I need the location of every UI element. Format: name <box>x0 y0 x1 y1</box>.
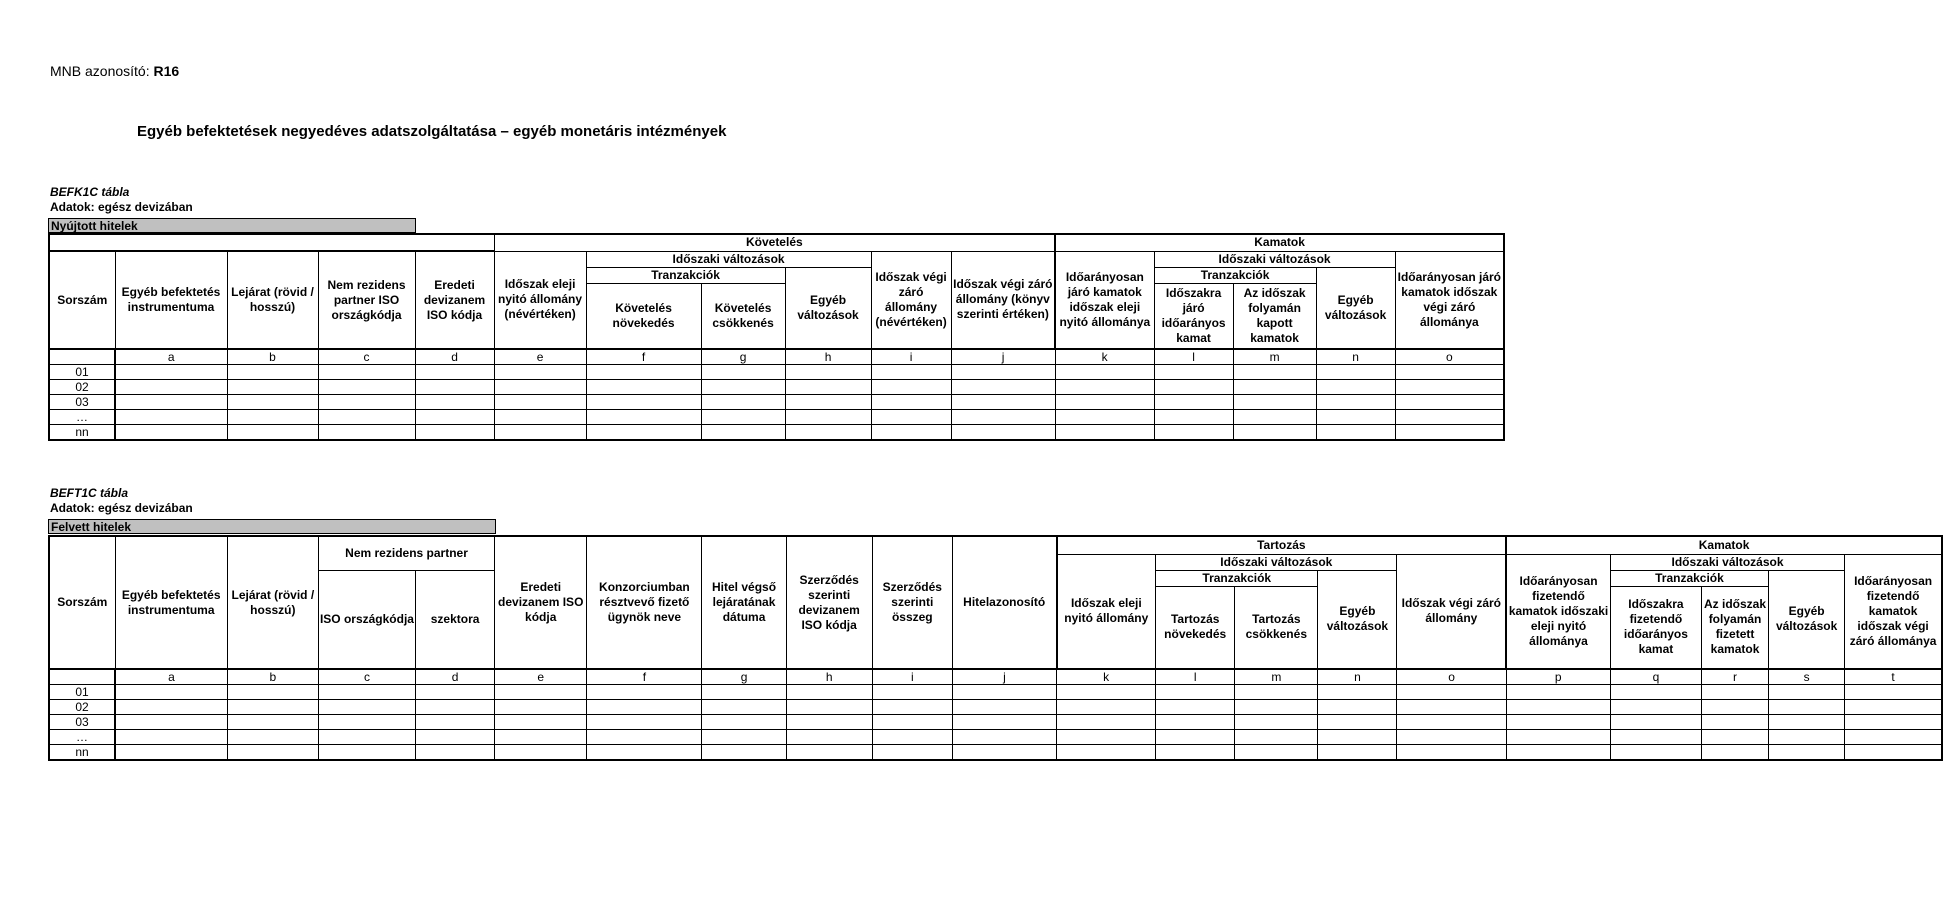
data-cell[interactable] <box>1701 685 1768 700</box>
data-cell[interactable] <box>1057 730 1156 745</box>
t2-letter-a: a <box>115 669 227 685</box>
data-cell[interactable] <box>872 730 952 745</box>
data-cell[interactable] <box>702 685 786 700</box>
t1-col-kamat-jaro: Időszakra járó időarányos kamat <box>1154 283 1233 349</box>
data-cell[interactable] <box>318 425 415 441</box>
data-cell[interactable] <box>951 395 1055 410</box>
t2-letter-d: d <box>416 669 495 685</box>
t1-letter-n: n <box>1316 349 1395 365</box>
data-cell[interactable] <box>586 425 701 441</box>
data-cell[interactable] <box>1156 715 1235 730</box>
data-cell[interactable] <box>1057 700 1156 715</box>
data-cell[interactable] <box>1845 685 1942 700</box>
data-cell[interactable] <box>586 395 701 410</box>
data-cell[interactable] <box>1057 745 1156 761</box>
t1-group-tranzakciok: Tranzakciók <box>586 267 785 283</box>
data-cell[interactable] <box>1397 700 1506 715</box>
t1-letter-b: b <box>227 349 318 365</box>
data-cell[interactable] <box>495 745 587 761</box>
data-cell[interactable] <box>318 745 415 761</box>
t2-letter-l: l <box>1156 669 1235 685</box>
t2-col-egyeb: Egyéb változások <box>1318 570 1397 669</box>
data-cell[interactable] <box>586 410 701 425</box>
data-cell[interactable] <box>227 425 318 441</box>
t2-letter-e: e <box>495 669 587 685</box>
t1-group-kamat-tranzakciok: Tranzakciók <box>1154 267 1316 283</box>
data-cell[interactable] <box>416 685 495 700</box>
t2-col-sorszam: Sorszám <box>49 536 115 669</box>
data-cell[interactable] <box>1233 380 1316 395</box>
data-cell[interactable] <box>416 745 495 761</box>
data-cell[interactable] <box>115 745 227 761</box>
t2-col-konzorcium: Konzorciumban résztvevő fizető ügynök neve <box>587 536 702 669</box>
row-number: 01 <box>49 685 115 700</box>
data-cell[interactable] <box>785 380 871 395</box>
data-cell[interactable] <box>318 715 415 730</box>
data-cell[interactable] <box>115 395 227 410</box>
table-row <box>49 700 1942 715</box>
data-cell[interactable] <box>494 395 586 410</box>
data-cell[interactable] <box>1395 365 1504 380</box>
data-cell[interactable] <box>701 425 785 441</box>
t1-col-novekedes: Követelés növekedés <box>586 283 701 349</box>
data-cell[interactable] <box>1057 685 1156 700</box>
data-cell[interactable] <box>415 410 494 425</box>
t2-letter-g: g <box>702 669 786 685</box>
data-cell[interactable] <box>1156 685 1235 700</box>
t1-col-kamat-kapott: Az időszak folyamán kapott kamatok <box>1233 283 1316 349</box>
data-cell[interactable] <box>1055 425 1154 441</box>
data-cell[interactable] <box>416 700 495 715</box>
data-cell[interactable] <box>786 685 872 700</box>
data-cell[interactable] <box>872 745 952 761</box>
t1-col-kamat-nyito: Időarányosan járó kamatok időszak eleji nyitó állománya <box>1055 251 1154 349</box>
row-number: 01 <box>49 365 115 380</box>
data-cell[interactable] <box>227 410 318 425</box>
t1-col-zaro-konyv: Időszak végi záró állomány (könyv szerinti értéken) <box>951 251 1055 349</box>
t2-col-kamat-nyito: Időarányosan fizetendő kamatok időszaki eleji nyitó állománya <box>1506 554 1610 669</box>
data-cell[interactable] <box>318 395 415 410</box>
table-row <box>49 365 1504 380</box>
data-cell[interactable] <box>1156 730 1235 745</box>
data-cell[interactable] <box>951 425 1055 441</box>
data-cell[interactable] <box>1397 745 1506 761</box>
data-cell[interactable] <box>952 700 1056 715</box>
data-cell[interactable] <box>227 730 318 745</box>
t1-letter-row <box>49 349 1504 365</box>
t1-letter-d: d <box>415 349 494 365</box>
t1-letter-m: m <box>1233 349 1316 365</box>
table1-section-bar: Nyújtott hitelek <box>48 218 416 233</box>
t2-col-zaro: Időszak végi záró állomány <box>1397 554 1506 669</box>
data-cell[interactable] <box>318 685 415 700</box>
data-cell[interactable] <box>1506 730 1610 745</box>
t1-letter-l: l <box>1154 349 1233 365</box>
data-cell[interactable] <box>318 410 415 425</box>
data-cell[interactable] <box>1318 715 1397 730</box>
data-cell[interactable] <box>115 700 227 715</box>
t2-col-szerz-osszeg: Szerződés szerinti összeg <box>872 536 952 669</box>
data-cell[interactable] <box>318 730 415 745</box>
data-cell[interactable] <box>1055 380 1154 395</box>
data-cell[interactable] <box>951 380 1055 395</box>
t2-group-kamatok: Kamatok <box>1506 536 1942 554</box>
data-cell[interactable] <box>227 395 318 410</box>
t1-col-instrumentum: Egyéb befektetés instrumentuma <box>115 251 227 349</box>
data-cell[interactable] <box>1154 410 1233 425</box>
t1-col-nyito: Időszak eleji nyitó állomány (névértéken) <box>494 251 586 349</box>
data-cell[interactable] <box>952 685 1056 700</box>
t1-col-kamat-egyeb: Egyéb változások <box>1316 267 1395 349</box>
data-cell[interactable] <box>1395 425 1504 441</box>
t2-letter-m: m <box>1235 669 1318 685</box>
t1-letter-j: j <box>951 349 1055 365</box>
t2-letter-f: f <box>587 669 702 685</box>
row-number: 02 <box>49 380 115 395</box>
t2-group-kamat-idoszaki: Időszaki változások <box>1610 554 1844 570</box>
table2-name: BEFT1C tábla <box>50 486 129 500</box>
data-cell[interactable] <box>1610 700 1701 715</box>
data-cell[interactable] <box>871 365 951 380</box>
t2-group-tranzakciok: Tranzakciók <box>1156 570 1318 586</box>
data-cell[interactable] <box>1769 715 1845 730</box>
table-row <box>49 410 1504 425</box>
data-cell[interactable] <box>701 365 785 380</box>
t1-col-csokkenes: Követelés csökkenés <box>701 283 785 349</box>
data-cell[interactable] <box>872 715 952 730</box>
t1-col-partner: Nem rezidens partner ISO országkódja <box>318 251 415 349</box>
data-cell[interactable] <box>1769 700 1845 715</box>
table2-section-bar: Felvett hitelek <box>48 519 496 534</box>
data-cell[interactable] <box>871 425 951 441</box>
mnb-identifier <box>50 63 179 79</box>
data-cell[interactable] <box>785 365 871 380</box>
t2-col-iso: ISO országkódja <box>318 570 415 669</box>
t1-letter-e: e <box>494 349 586 365</box>
table-row <box>49 745 1942 761</box>
t2-col-kamat-zaro: Időarányosan fizetendő kamatok időszak végi záró állománya <box>1845 554 1942 669</box>
t1-col-lejarat: Lejárat (rövid / hosszú) <box>227 251 318 349</box>
data-cell[interactable] <box>227 745 318 761</box>
data-cell[interactable] <box>1395 410 1504 425</box>
t1-letter-g: g <box>701 349 785 365</box>
table-row <box>49 380 1504 395</box>
t1-letter-i: i <box>871 349 951 365</box>
data-cell[interactable] <box>318 700 415 715</box>
t2-letter-blank <box>49 669 115 685</box>
data-cell[interactable] <box>495 730 587 745</box>
data-cell[interactable] <box>1701 730 1768 745</box>
mnb-id: R16 <box>153 63 180 79</box>
data-cell[interactable] <box>1318 730 1397 745</box>
t2-letter-r: r <box>1701 669 1768 685</box>
data-cell[interactable] <box>785 395 871 410</box>
data-cell[interactable] <box>1235 685 1318 700</box>
row-number: 03 <box>49 715 115 730</box>
data-cell[interactable] <box>416 715 495 730</box>
data-cell[interactable] <box>494 425 586 441</box>
mnb-label: MNB azonosító: <box>50 63 150 79</box>
data-cell[interactable] <box>227 380 318 395</box>
data-cell[interactable] <box>1318 745 1397 761</box>
data-cell[interactable] <box>495 700 587 715</box>
data-cell[interactable] <box>494 410 586 425</box>
data-cell[interactable] <box>1610 730 1701 745</box>
t1-group-idoszaki: Időszaki változások <box>586 251 871 267</box>
data-cell[interactable] <box>1233 410 1316 425</box>
data-cell[interactable] <box>1057 715 1156 730</box>
table1-heading <box>50 185 193 215</box>
row-number: … <box>49 410 115 425</box>
t2-col-szerz-deviza: Szerződés szerinti devizanem ISO kódja <box>786 536 872 669</box>
data-cell[interactable] <box>318 380 415 395</box>
table-row <box>49 395 1504 410</box>
data-cell[interactable] <box>1316 380 1395 395</box>
data-cell[interactable] <box>227 685 318 700</box>
data-cell[interactable] <box>1397 730 1506 745</box>
row-number: nn <box>49 745 115 761</box>
data-cell[interactable] <box>1154 380 1233 395</box>
data-cell[interactable] <box>952 745 1056 761</box>
data-cell[interactable] <box>1845 700 1942 715</box>
t2-col-kamat-egyeb: Egyéb változások <box>1769 570 1845 669</box>
data-cell[interactable] <box>1701 715 1768 730</box>
data-cell[interactable] <box>318 365 415 380</box>
t2-col-kamat-fizetendo: Időszakra fizetendő időarányos kamat <box>1610 586 1701 669</box>
t1-col-sorszam: Sorszám <box>49 251 115 349</box>
data-cell[interactable] <box>786 745 872 761</box>
t1-letter-c: c <box>318 349 415 365</box>
data-cell[interactable] <box>1397 715 1506 730</box>
data-cell[interactable] <box>785 425 871 441</box>
data-cell[interactable] <box>1235 730 1318 745</box>
table-row <box>49 715 1942 730</box>
data-cell[interactable] <box>1154 365 1233 380</box>
t1-col-kamat-zaro: Időarányosan járó kamatok időszak végi záró állománya <box>1395 251 1504 349</box>
data-cell[interactable] <box>115 715 227 730</box>
data-cell[interactable] <box>702 700 786 715</box>
t1-group-kamat-idoszaki: Időszaki változások <box>1154 251 1395 267</box>
data-cell[interactable] <box>1506 745 1610 761</box>
data-cell[interactable] <box>416 730 495 745</box>
t2-col-instrumentum: Egyéb befektetés instrumentuma <box>115 536 227 669</box>
data-cell[interactable] <box>1235 745 1318 761</box>
t2-letter-j: j <box>952 669 1056 685</box>
row-number: 02 <box>49 700 115 715</box>
data-cell[interactable] <box>952 715 1056 730</box>
t2-col-szektora: szektora <box>416 570 495 669</box>
t1-group-kamatok: Kamatok <box>1055 234 1504 251</box>
data-cell[interactable] <box>115 410 227 425</box>
t2-col-novekedes: Tartozás növekedés <box>1156 586 1235 669</box>
t2-letter-k: k <box>1057 669 1156 685</box>
data-cell[interactable] <box>1506 715 1610 730</box>
data-cell[interactable] <box>952 730 1056 745</box>
data-cell[interactable] <box>1318 685 1397 700</box>
t2-letter-row <box>49 669 1942 685</box>
data-cell[interactable] <box>415 425 494 441</box>
data-cell[interactable] <box>701 395 785 410</box>
t1-col-deviza: Eredeti devizanem ISO kódja <box>415 251 494 349</box>
t1-col-egyeb: Egyéb változások <box>785 267 871 349</box>
data-cell[interactable] <box>702 730 786 745</box>
t2-letter-q: q <box>1610 669 1701 685</box>
data-cell[interactable] <box>1235 715 1318 730</box>
data-cell[interactable] <box>871 395 951 410</box>
data-cell[interactable] <box>701 410 785 425</box>
table2-grid <box>48 535 1943 761</box>
data-cell[interactable] <box>495 685 587 700</box>
t1-col-zaro-nev: Időszak végi záró állomány (névértéken) <box>871 251 951 349</box>
table-row <box>49 685 1942 700</box>
t2-col-nyito: Időszak eleji nyitó állomány <box>1057 554 1156 669</box>
data-cell[interactable] <box>1610 715 1701 730</box>
t2-col-lejarat-datum: Hitel végső lejáratának dátuma <box>702 536 786 669</box>
t2-col-kamat-fizetett: Az időszak folyamán fizetett kamatok <box>1701 586 1768 669</box>
data-cell[interactable] <box>415 380 494 395</box>
data-cell[interactable] <box>1769 745 1845 761</box>
data-cell[interactable] <box>1395 395 1504 410</box>
data-cell[interactable] <box>1769 685 1845 700</box>
data-cell[interactable] <box>415 365 494 380</box>
t2-letter-t: t <box>1845 669 1942 685</box>
data-cell[interactable] <box>494 380 586 395</box>
data-cell[interactable] <box>786 700 872 715</box>
document-title: Egyéb befektetések negyedéves adatszolgáltatása – egyéb monetáris intézmények <box>137 123 727 140</box>
data-cell[interactable] <box>227 715 318 730</box>
t2-letter-s: s <box>1769 669 1845 685</box>
data-cell[interactable] <box>1397 685 1506 700</box>
t2-col-deviza: Eredeti devizanem ISO kódja <box>495 536 587 669</box>
data-cell[interactable] <box>587 730 702 745</box>
t1-group-kovetelés: Követelés <box>494 234 1055 251</box>
data-cell[interactable] <box>701 380 785 395</box>
t2-letter-p: p <box>1506 669 1610 685</box>
t1-letter-k: k <box>1055 349 1154 365</box>
data-cell[interactable] <box>115 365 227 380</box>
data-cell[interactable] <box>1506 700 1610 715</box>
data-cell[interactable] <box>587 700 702 715</box>
data-cell[interactable] <box>951 365 1055 380</box>
t2-letter-n: n <box>1318 669 1397 685</box>
data-cell[interactable] <box>1701 745 1768 761</box>
t2-col-csokkenes: Tartozás csökkenés <box>1235 586 1318 669</box>
data-cell[interactable] <box>1769 730 1845 745</box>
data-cell[interactable] <box>1610 745 1701 761</box>
data-cell[interactable] <box>871 410 951 425</box>
data-cell[interactable] <box>1154 425 1233 441</box>
t1-letter-a: a <box>115 349 227 365</box>
data-cell[interactable] <box>1156 745 1235 761</box>
data-cell[interactable] <box>1316 410 1395 425</box>
data-cell[interactable] <box>872 700 952 715</box>
data-cell[interactable] <box>786 715 872 730</box>
t1-letter-o: o <box>1395 349 1504 365</box>
data-cell[interactable] <box>1156 700 1235 715</box>
data-cell[interactable] <box>1055 410 1154 425</box>
data-cell[interactable] <box>872 685 952 700</box>
t2-letter-o: o <box>1397 669 1506 685</box>
data-cell[interactable] <box>495 715 587 730</box>
t2-group-partner: Nem rezidens partner <box>318 536 494 570</box>
data-cell[interactable] <box>115 425 227 441</box>
data-cell[interactable] <box>702 745 786 761</box>
data-cell[interactable] <box>1233 395 1316 410</box>
data-cell[interactable] <box>587 715 702 730</box>
data-cell[interactable] <box>587 685 702 700</box>
data-cell[interactable] <box>1845 715 1942 730</box>
t2-letter-b: b <box>227 669 318 685</box>
row-number: nn <box>49 425 115 441</box>
data-cell[interactable] <box>415 395 494 410</box>
data-cell[interactable] <box>1233 365 1316 380</box>
t1-letter-h: h <box>785 349 871 365</box>
t2-col-lejarat: Lejárat (rövid / hosszú) <box>227 536 318 669</box>
data-cell[interactable] <box>227 365 318 380</box>
data-cell[interactable] <box>1395 380 1504 395</box>
data-cell[interactable] <box>1316 365 1395 380</box>
table1-name: BEFK1C tábla <box>50 185 130 199</box>
table-row <box>49 425 1504 441</box>
data-cell[interactable] <box>951 410 1055 425</box>
table2-heading <box>50 486 193 516</box>
data-cell[interactable] <box>115 380 227 395</box>
data-cell[interactable] <box>586 365 701 380</box>
data-cell[interactable] <box>702 715 786 730</box>
t2-letter-h: h <box>786 669 872 685</box>
table1-unit: Adatok: egész devizában <box>50 200 193 214</box>
row-number: … <box>49 730 115 745</box>
data-cell[interactable] <box>494 365 586 380</box>
data-cell[interactable] <box>1845 730 1942 745</box>
table2-unit: Adatok: egész devizában <box>50 501 193 515</box>
data-cell[interactable] <box>115 730 227 745</box>
data-cell[interactable] <box>1610 685 1701 700</box>
data-cell[interactable] <box>786 730 872 745</box>
t2-group-idoszaki: Időszaki változások <box>1156 554 1397 570</box>
table-row <box>49 730 1942 745</box>
data-cell[interactable] <box>1845 745 1942 761</box>
data-cell[interactable] <box>785 410 871 425</box>
data-cell[interactable] <box>1318 700 1397 715</box>
data-cell[interactable] <box>1316 425 1395 441</box>
data-cell[interactable] <box>1233 425 1316 441</box>
data-cell[interactable] <box>1055 395 1154 410</box>
t2-group-tartozas: Tartozás <box>1057 536 1507 554</box>
data-cell[interactable] <box>1316 395 1395 410</box>
t2-group-kamat-tranzakciok: Tranzakciók <box>1610 570 1768 586</box>
data-cell[interactable] <box>227 700 318 715</box>
row-number: 03 <box>49 395 115 410</box>
data-cell[interactable] <box>1055 365 1154 380</box>
t1-letter-blank <box>49 349 115 365</box>
data-cell[interactable] <box>587 745 702 761</box>
data-cell[interactable] <box>1154 395 1233 410</box>
t2-col-azonosito: Hitelazonosító <box>952 536 1056 669</box>
data-cell[interactable] <box>586 380 701 395</box>
t2-letter-i: i <box>872 669 952 685</box>
t2-letter-c: c <box>318 669 415 685</box>
data-cell[interactable] <box>1235 700 1318 715</box>
data-cell[interactable] <box>115 685 227 700</box>
table1-grid <box>48 233 1505 441</box>
data-cell[interactable] <box>1701 700 1768 715</box>
data-cell[interactable] <box>1506 685 1610 700</box>
t1-letter-f: f <box>586 349 701 365</box>
data-cell[interactable] <box>871 380 951 395</box>
